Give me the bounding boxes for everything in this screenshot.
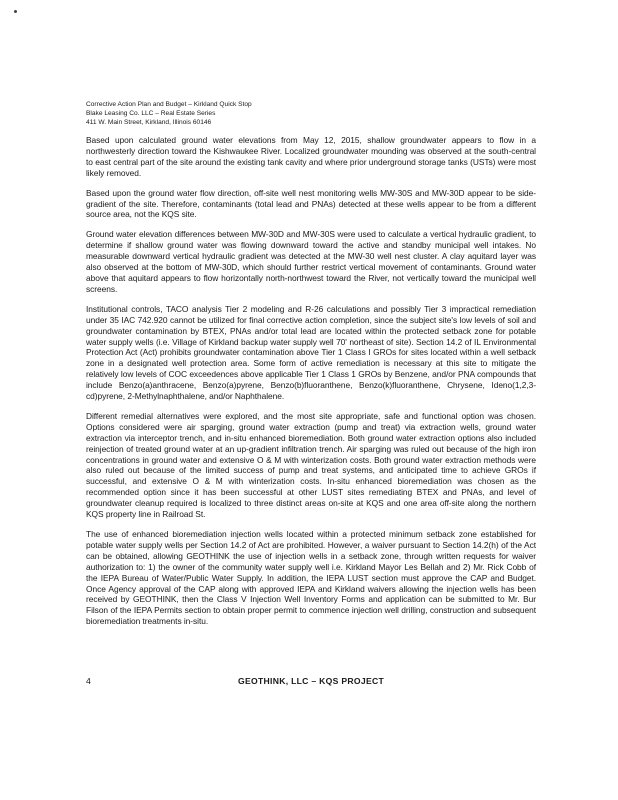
paragraph-vertical-gradient: Ground water elevation differences between MW-30D and MW-30S were used to calculate a vertical hydraulic gradient, to determine if shallow ground water was flowing downward toward the active and standby municipal well intakes. No measurable downward vertical hydraulic gradient was detected at the MW-30 well nest cluster. A clay aquitard layer was also observed at the bottom of MW-30D, which should further restrict vertical movement of contaminants. Ground water above that aquitard appears to flow horizontally north-northwest toward the River, not vertically toward the municipal well screens. xyxy=(86,229,536,294)
paragraph-institutional-controls: Institutional controls, TACO analysis Tier 2 modeling and R-26 calculations and possibly Tier 3 impractical remediation under 35 IAC 742.920 cannot be utilized for final corrective action completion, since the subject site's low levels of soil and groundwater contamination by BTEX, PNAs and/or total lead are located within the protected setback zone for potable water supply wells (i.e. Village of Kirkland backup water supply well 70' northeast of site). Section 14.2 of IL Environmental Protection Act (Act) prohibits groundwater contamination above Tier 1 Class I GROs for sites located within a well setback zone in a designated well protection area. Some form of active remediation is necessary at this site to mitigate the relatively low levels of COC exceedences above applicable Tier 1 Class 1 GROs by Benzene, and/or PNA compounds that include Benzo(a)anthracene, Benzo(a)pyrene, Benzo(b)fluoranthene, Benzo(k)fluoranthene, Chrysene, Ideno(1,2,3-cd)pyrene, 2-Methylnaphthalene, and/or Naphthalene. xyxy=(86,303,536,402)
page-footer xyxy=(86,676,536,688)
header-line-1: Corrective Action Plan and Budget – Kirkland Quick Stop xyxy=(86,101,252,108)
paragraph-injection-wells: The use of enhanced bioremediation injection wells located within a protected minimum setback zone established for potable water supply wells per Section 14.2 of Act are prohibited. However, a waiver pursuant to Section 14.2(h) of the Act can be obtained, allowing GEOTHINK the use of injection wells in a setback zone, through written requests for waiver authorization to: 1) the owner of the community water supply well i.e. Kirkland Mayor Les Bellah and 2) Mr. Rick Cobb of the IEPA Bureau of Water/Public Water Supply. In addition, the IEPA LUST section must approve the CAP and Budget. Once Agency approval of the CAP along with approved IEPA and Kirkland waivers allowing the injection wells has been received by GEOTHINK, then the Class V Injection Well Inventory Forms and application can be submitted to Mr. Bur Filson of the IEPA Permits section to obtain proper permit to commence injection well drilling, construction and subsequent bioremediation treatments in-situ. xyxy=(86,529,536,627)
document-header xyxy=(86,100,536,127)
header-line-2: Blake Leasing Co. LLC – Real Estate Series xyxy=(86,110,216,117)
page-number: 4 xyxy=(86,676,91,686)
header-line-3: 411 W. Main Street, Kirkland, Illinois 60146 xyxy=(86,119,212,126)
footer-title: GEOTHINK, LLC – KQS PROJECT xyxy=(237,676,385,686)
document-page xyxy=(86,100,536,636)
paragraph-flow-direction: Based upon calculated ground water elevations from May 12, 2015, shallow groundwater appears to flow in a northwesterly direction toward the Kishwaukee River. Localized groundwater mounding was observed at the south-central to east central part of the site around the existing tank cavity and where prior underground storage tanks (USTs) were most likely removed. xyxy=(86,135,536,178)
scan-speck xyxy=(14,10,17,13)
paragraph-side-gradient: Based upon the ground water flow direction, off-site well nest monitoring wells MW-30S and MW-30D appear to be side-gradient of the site. Therefore, contaminants (total lead and PNAs) detected at these wells appear to be from a different source area, not the KQS site. xyxy=(86,187,536,220)
paragraph-remedial-alternatives: Different remedial alternatives were explored, and the most site appropriate, safe and functional option was chosen. Options considered were air sparging, ground water extraction (pump and treat) via extraction wells, ground water extraction via interceptor trench, and in-situ enhanced bioremediation. Both ground water extraction options also included reinjection of treated ground water at an up-gradient infiltration trench. Air sparging was ruled out because of the high iron concentrations in ground water and extensive O & M with winterization costs. Both ground water extraction methods were also ruled out because of the limited success of pump and treat systems, and anticipated time to achieve GROs if successful, and extensive O & M with winterization costs. In-situ enhanced bioremediation was chosen as the recommended option since it has been successful at other LUST sites remediating BTEX and PNAs, and level of groundwater cleanup required is localized to three distinct areas on-site at KQS and one area off-site along the northern KQS property line in Railroad St. xyxy=(86,410,536,520)
